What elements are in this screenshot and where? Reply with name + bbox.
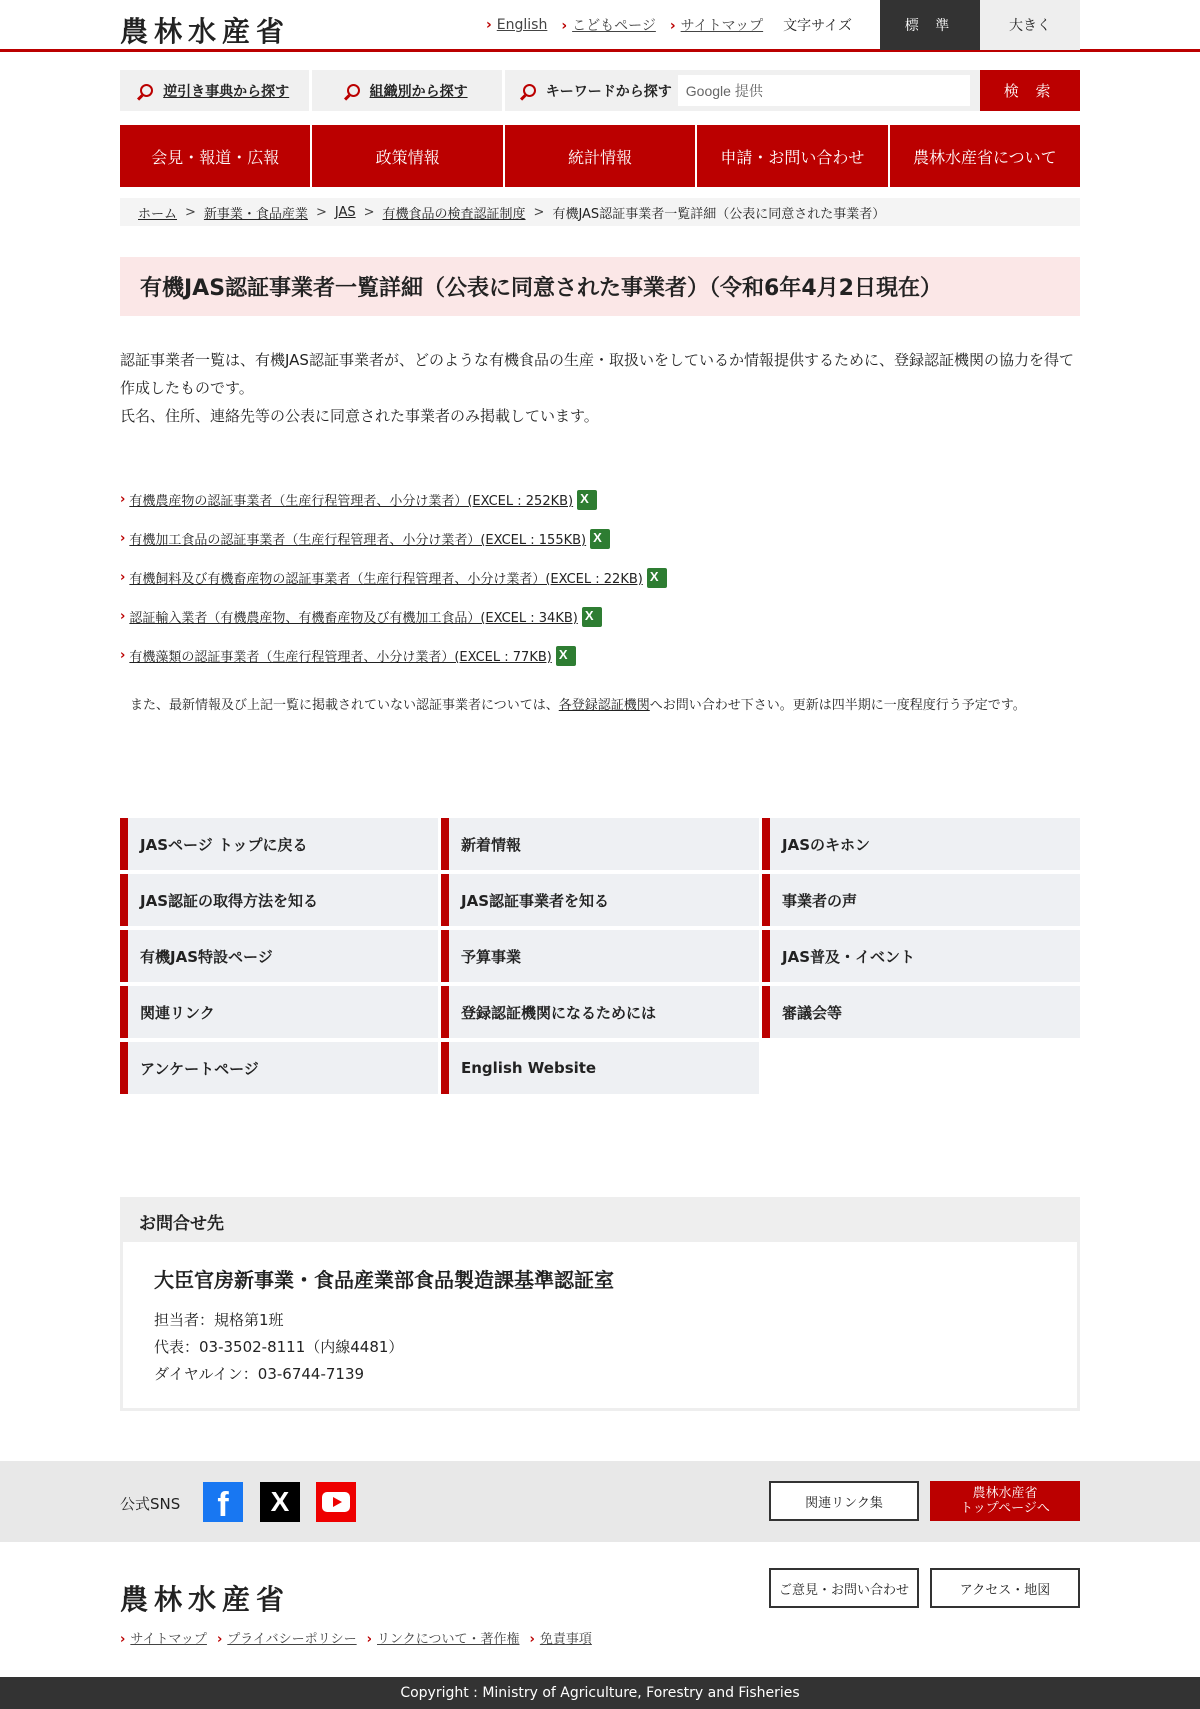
excel-link-item[interactable]	[120, 597, 1080, 636]
top-page-line-2: トップページへ	[960, 1501, 1050, 1516]
x-icon[interactable]: X	[260, 1482, 300, 1522]
contact-organization: 大臣官房新事業・食品産業部食品製造課基準認証室	[154, 1268, 614, 1292]
excel-link-item[interactable]	[120, 636, 1080, 675]
play-icon	[322, 1492, 350, 1512]
search-icon	[523, 84, 536, 97]
chevron-right-icon: ›	[120, 531, 126, 546]
menu-certified-businesses[interactable]: JAS認証事業者を知る	[441, 874, 759, 926]
page-title: 有機JAS認証事業者一覧詳細（公表に同意された事業者）（令和6年4月2日現在）	[140, 276, 942, 301]
by-organization-label: 組織別から探す	[369, 83, 468, 100]
footer-logo[interactable]: 農林水産省	[120, 1583, 291, 1616]
english-link[interactable]: › English	[486, 17, 547, 33]
page-title-box	[120, 257, 1080, 316]
sns-band	[0, 1461, 1200, 1542]
menu-english-website[interactable]: English Website	[441, 1042, 759, 1094]
facebook-icon[interactable]: f	[203, 1482, 243, 1522]
by-organization-button[interactable]	[312, 70, 501, 111]
intro-text	[120, 346, 1080, 430]
excel-link-importers[interactable]: 認証輸入業者（有機農産物、有機畜産物及び有機加工食品）(EXCEL : 34KB)	[129, 611, 578, 626]
breadcrumb-new-business[interactable]: 新事業・食品産業	[203, 206, 308, 222]
breadcrumb-separator: >	[533, 204, 545, 220]
notice-text	[120, 694, 1080, 717]
youtube-icon[interactable]	[316, 1482, 356, 1522]
contact-main-phone: 代表：03-3502-8111（内線4481）	[154, 1338, 404, 1356]
menu-events[interactable]: JAS普及・イベント	[762, 930, 1080, 982]
intro-line-1: 認証事業者一覧は、有機JAS認証事業者が、どのような有機食品の生産・取扱いをしているか情報提供するために、登録認証機関の協力を得て作成したものです。	[120, 351, 1074, 397]
footer-links	[120, 1628, 592, 1647]
breadcrumb	[120, 198, 1080, 226]
font-size-standard-button[interactable]: 標 準	[880, 0, 980, 50]
menu-how-to-certify[interactable]: JAS認証の取得方法を知る	[120, 874, 438, 926]
reverse-dictionary-button[interactable]	[120, 70, 309, 111]
breadcrumb-home[interactable]: ホーム	[138, 206, 178, 222]
contact-dial-in: ダイヤルイン：03-6744-7139	[154, 1365, 365, 1383]
excel-link-item[interactable]	[120, 558, 1080, 597]
menu-budget[interactable]: 予算事業	[441, 930, 759, 982]
global-nav	[120, 125, 1080, 187]
excel-link-item[interactable]	[120, 480, 1080, 519]
excel-link-item[interactable]	[120, 519, 1080, 558]
keyword-search-label: キーワードから探す	[545, 83, 672, 100]
maff-top-page-button[interactable]	[930, 1481, 1080, 1521]
menu-related-links[interactable]: 関連リンク	[120, 986, 438, 1038]
footer-copyright-link[interactable]: › リンクについて・著作権	[367, 1628, 520, 1647]
excel-link-list	[120, 480, 1080, 675]
menu-council[interactable]: 審議会等	[762, 986, 1080, 1038]
footer-privacy-link[interactable]: › プライバシーポリシー	[217, 1628, 357, 1647]
excel-link-feed-livestock[interactable]: 有機飼料及び有機畜産物の認証事業者（生産行程管理者、小分け業者）(EXCEL : 22KB)	[129, 572, 643, 587]
excel-link-algae[interactable]: 有機藻類の認証事業者（生産行程管理者、小分け業者）(EXCEL : 77KB)	[129, 650, 552, 665]
sns-label: 公式SNS	[120, 1495, 181, 1513]
chevron-right-icon: ›	[120, 492, 126, 507]
jas-menu-grid	[120, 818, 1080, 1094]
menu-jas-top[interactable]: JASページ トップに戻る	[120, 818, 438, 870]
utility-links	[486, 15, 852, 35]
excel-icon	[556, 646, 576, 666]
menu-voices[interactable]: 事業者の声	[762, 874, 1080, 926]
chevron-right-icon: ›	[120, 609, 126, 624]
nav-policy[interactable]: 政策情報	[312, 125, 502, 187]
notice-before: また、最新情報及び上記一覧に掲載されていない認証事業者については、	[130, 698, 559, 713]
related-links-button[interactable]: 関連リンク集	[769, 1481, 919, 1521]
opinion-contact-button[interactable]: ご意見・お問い合わせ	[769, 1568, 919, 1608]
reverse-dictionary-label: 逆引き事典から探す	[163, 83, 290, 100]
search-row	[120, 70, 1080, 111]
excel-icon	[590, 529, 610, 549]
contact-body	[123, 1242, 1077, 1388]
nav-applications[interactable]: 申請・お問い合わせ	[697, 125, 887, 187]
notice-after: へお問い合わせ下さい。更新は四半期に一度程度行う予定です。	[649, 698, 1026, 713]
excel-icon	[577, 490, 597, 510]
site-header	[0, 0, 1200, 52]
search-icon	[140, 84, 153, 97]
footer-disclaimer-link[interactable]: › 免責事項	[530, 1628, 592, 1647]
contact-person: 担当者：規格第1班	[154, 1311, 284, 1329]
breadcrumb-jas[interactable]: JAS	[334, 204, 356, 220]
access-map-button[interactable]: アクセス・地図	[930, 1568, 1080, 1608]
search-submit-button[interactable]: 検 索	[980, 70, 1080, 111]
nav-statistics[interactable]: 統計情報	[505, 125, 695, 187]
kids-page-link[interactable]: › こどもページ	[561, 15, 656, 35]
chevron-right-icon: ›	[120, 570, 126, 585]
menu-news[interactable]: 新着情報	[441, 818, 759, 870]
copyright-bar: Copyright : Ministry of Agriculture, Forestry and Fisheries	[0, 1677, 1200, 1709]
certification-bodies-link[interactable]: 各登録認証機関	[558, 698, 650, 713]
menu-become-certifier[interactable]: 登録認証機関になるためには	[441, 986, 759, 1038]
footer-sitemap-link[interactable]: › サイトマップ	[120, 1628, 207, 1647]
chevron-right-icon: ›	[120, 648, 126, 663]
search-input[interactable]	[678, 75, 970, 106]
nav-press[interactable]: 会見・報道・広報	[120, 125, 310, 187]
top-page-line-1: 農林水産省	[972, 1486, 1038, 1501]
menu-organic-special[interactable]: 有機JAS特設ページ	[120, 930, 438, 982]
nav-about[interactable]: 農林水産省について	[890, 125, 1080, 187]
menu-survey[interactable]: アンケートページ	[120, 1042, 438, 1094]
intro-line-2: 氏名、住所、連絡先等の公表に同意された事業者のみ掲載しています。	[120, 407, 599, 425]
excel-icon	[647, 568, 667, 588]
excel-link-processed-food[interactable]: 有機加工食品の認証事業者（生産行程管理者、小分け業者）(EXCEL : 155KB)	[129, 533, 587, 548]
excel-link-organic-produce[interactable]: 有機農産物の認証事業者（生産行程管理者、小分け業者）(EXCEL : 252KB)	[129, 494, 574, 509]
breadcrumb-organic-certification[interactable]: 有機食品の検査認証制度	[382, 206, 526, 222]
sitemap-link[interactable]: › サイトマップ	[670, 15, 763, 35]
keyword-search-box	[505, 70, 981, 111]
breadcrumb-separator: >	[315, 204, 327, 220]
font-size-label: 文字サイズ	[783, 18, 852, 34]
contact-box	[120, 1197, 1080, 1411]
contact-heading: お問合せ先	[123, 1200, 1077, 1242]
breadcrumb-separator: >	[363, 204, 375, 220]
site-logo[interactable]: 農林水産省	[120, 15, 291, 48]
font-size-large-button[interactable]: 大きく	[980, 0, 1080, 50]
breadcrumb-current: 有機JAS認証事業者一覧詳細（公表に同意された事業者）	[552, 206, 886, 222]
excel-icon	[582, 607, 602, 627]
menu-jas-basics[interactable]: JASのキホン	[762, 818, 1080, 870]
breadcrumb-separator: >	[185, 204, 196, 220]
search-icon	[347, 84, 360, 97]
